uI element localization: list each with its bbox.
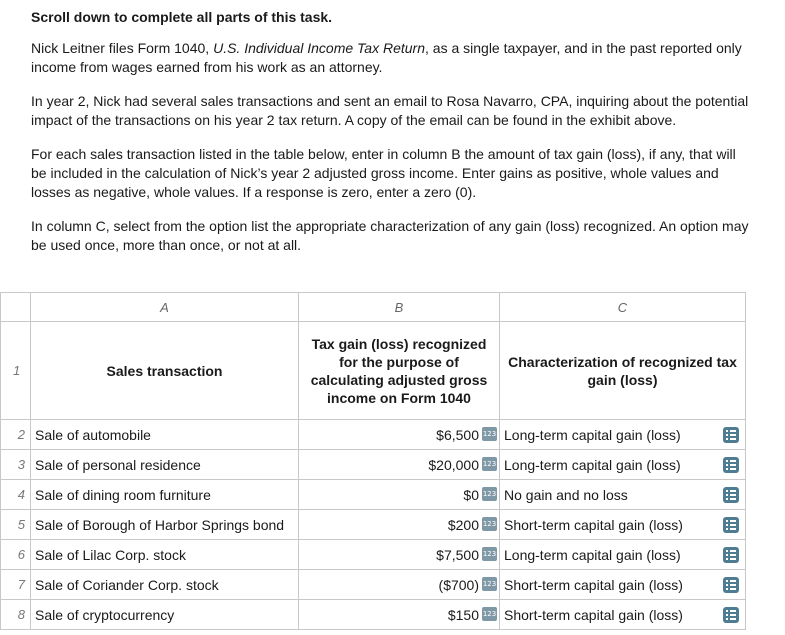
amount-input[interactable]	[299, 540, 500, 570]
characterization-select[interactable]	[500, 570, 746, 600]
table-row	[1, 540, 746, 570]
header-characterization: Characterization of recognized tax gain (loss)	[500, 322, 746, 420]
option-list-icon[interactable]	[723, 457, 739, 473]
characterization-select[interactable]	[500, 450, 746, 480]
table-row	[1, 600, 746, 630]
row-number: 2	[1, 420, 31, 450]
amount-value: $150	[447, 606, 479, 623]
amount-input[interactable]	[299, 450, 500, 480]
table-row	[1, 420, 746, 450]
header-row	[1, 322, 746, 420]
characterization-value: Short-term capital gain (loss)	[504, 576, 683, 593]
transaction-cell: Sale of Lilac Corp. stock	[31, 540, 299, 570]
option-list-icon[interactable]	[723, 427, 739, 443]
amount-input[interactable]	[299, 420, 500, 450]
characterization-value: Short-term capital gain (loss)	[504, 516, 683, 533]
form-title: U.S. Individual Income Tax Return	[213, 40, 425, 56]
instruction-paragraph-1	[31, 39, 751, 77]
numeric-entry-icon: 123	[482, 577, 497, 591]
amount-value: ($700)	[438, 576, 479, 593]
amount-input[interactable]	[299, 600, 500, 630]
option-list-icon[interactable]	[723, 517, 739, 533]
table-row	[1, 480, 746, 510]
amount-value: $7,500	[436, 546, 479, 563]
numeric-entry-icon: 123	[482, 607, 497, 621]
row-number: 5	[1, 510, 31, 540]
numeric-entry-icon: 123	[482, 547, 497, 561]
row-number: 1	[1, 322, 31, 420]
header-sales-transaction: Sales transaction	[31, 322, 299, 420]
row-number: 8	[1, 600, 31, 630]
corner-cell	[1, 293, 31, 322]
row-number: 3	[1, 450, 31, 480]
characterization-select[interactable]	[500, 600, 746, 630]
header-tax-gain-loss: Tax gain (loss) recognized for the purpose of calculating adjusted gross income on Form 1040	[299, 322, 500, 420]
row-number: 7	[1, 570, 31, 600]
amount-input[interactable]	[299, 510, 500, 540]
amount-value: $20,000	[428, 456, 479, 473]
amount-value: $200	[447, 516, 479, 533]
option-list-icon[interactable]	[723, 487, 739, 503]
characterization-select[interactable]	[500, 510, 746, 540]
amount-value: $6,500	[436, 426, 479, 443]
row-number: 6	[1, 540, 31, 570]
numeric-entry-icon: 123	[482, 427, 497, 441]
characterization-value: Long-term capital gain (loss)	[504, 546, 681, 563]
table-row	[1, 570, 746, 600]
transaction-cell: Sale of dining room furniture	[31, 480, 299, 510]
table-row	[1, 510, 746, 540]
characterization-value: Long-term capital gain (loss)	[504, 426, 681, 443]
row-number: 4	[1, 480, 31, 510]
instruction-paragraph-4: In column C, select from the option list the appropriate characterization of any gain (loss) recognized. An option may be used once, more than once, or not at all.	[31, 218, 749, 253]
para1-suffix: , as a single taxpayer, and in the past reported only income from wages earned from his work as an attorney.	[31, 40, 742, 75]
scroll-note: Scroll down to complete all parts of this task.	[31, 9, 333, 25]
option-list-icon[interactable]	[723, 577, 739, 593]
column-letter-b: B	[299, 293, 500, 322]
characterization-select[interactable]	[500, 540, 746, 570]
column-letter-a: A	[31, 293, 299, 322]
characterization-value: No gain and no loss	[504, 486, 628, 503]
transaction-cell: Sale of automobile	[31, 420, 299, 450]
characterization-value: Long-term capital gain (loss)	[504, 456, 681, 473]
answer-grid	[0, 292, 746, 630]
amount-input[interactable]	[299, 480, 500, 510]
characterization-select[interactable]	[500, 420, 746, 450]
table-row	[1, 450, 746, 480]
instructions	[31, 8, 751, 255]
column-letter-row	[1, 293, 746, 322]
option-list-icon[interactable]	[723, 547, 739, 563]
amount-value: $0	[463, 486, 479, 503]
para1-prefix: Nick Leitner files Form 1040,	[31, 40, 214, 56]
characterization-value: Short-term capital gain (loss)	[504, 606, 683, 623]
column-letter-c: C	[500, 293, 746, 322]
transaction-cell: Sale of Borough of Harbor Springs bond	[31, 510, 299, 540]
amount-input[interactable]	[299, 570, 500, 600]
transaction-cell: Sale of personal residence	[31, 450, 299, 480]
characterization-select[interactable]	[500, 480, 746, 510]
numeric-entry-icon: 123	[482, 457, 497, 471]
numeric-entry-icon: 123	[482, 487, 497, 501]
numeric-entry-icon: 123	[482, 517, 497, 531]
instruction-paragraph-3: For each sales transaction listed in the table below, enter in column B the amount of tax gain (loss), if any, that will be included in the calculation of Nick’s year 2 adjusted gross income. Enter gains as positive, whole values and losses as negative, whole values. If a response is zero, enter a zero (0).	[31, 146, 736, 200]
transaction-cell: Sale of Coriander Corp. stock	[31, 570, 299, 600]
instruction-paragraph-2: In year 2, Nick had several sales transactions and sent an email to Rosa Navarro, CPA, inquiring about the potential impact of the transactions on his year 2 tax return. A copy of the email can be found in the exhibit above.	[31, 93, 749, 128]
option-list-icon[interactable]	[723, 607, 739, 623]
transaction-cell: Sale of cryptocurrency	[31, 600, 299, 630]
